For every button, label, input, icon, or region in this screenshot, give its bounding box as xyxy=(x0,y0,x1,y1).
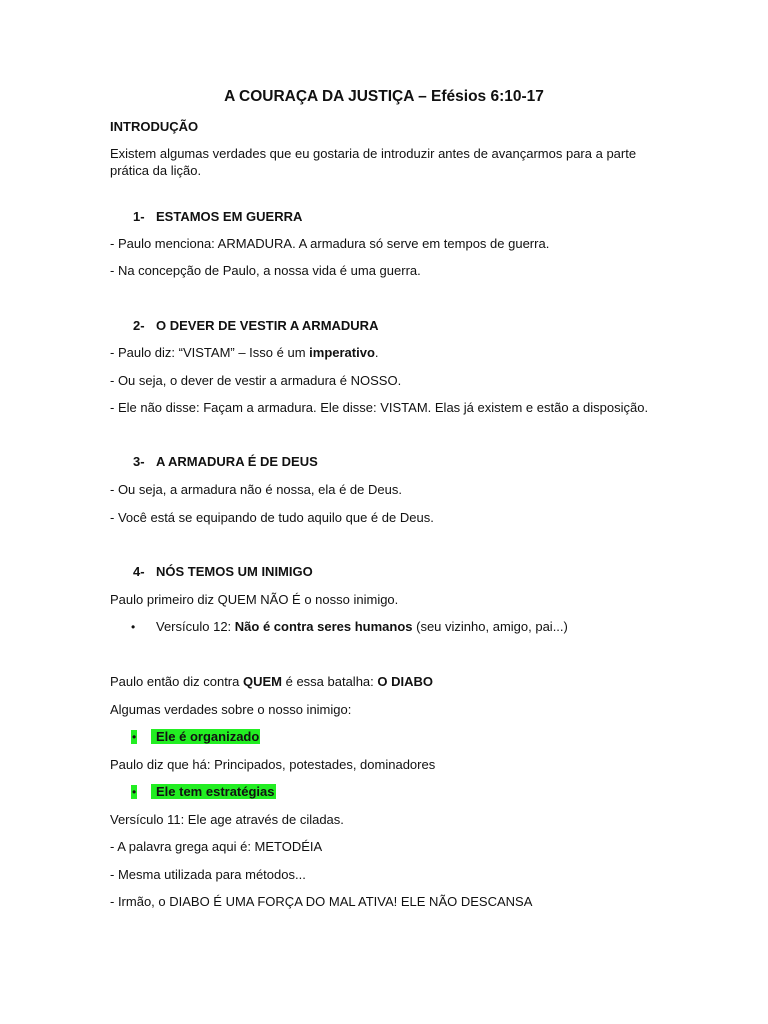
section-3-number: 3- xyxy=(133,454,145,469)
then-pre: Paulo então diz contra xyxy=(110,674,243,689)
bullet-icon: • xyxy=(131,620,136,634)
truth-2-line-3: - Mesma utilizada para métodos... xyxy=(110,867,306,882)
bullet-versiculo-12-pre: Versículo 12: xyxy=(156,619,235,634)
section-2-number: 2- xyxy=(133,318,145,333)
bullet-highlight: • xyxy=(132,730,137,744)
intro-text-line-2: prática da lição. xyxy=(110,163,202,178)
section-3-line-2: - Você está se equipando de tudo aquilo que é de Deus. xyxy=(110,510,434,525)
bullet-versiculo-12 xyxy=(156,619,568,635)
section-3-heading: A ARMADURA É DE DEUS xyxy=(156,454,318,469)
bullet-icon xyxy=(131,729,137,745)
truth-2-heading xyxy=(151,784,276,800)
truth-2-line-4: - Irmão, o DIABO É UMA FORÇA DO MAL ATIVA! ELE NÃO DESCANSA xyxy=(110,894,533,909)
section-2-heading: O DEVER DE VESTIR A ARMADURA xyxy=(156,318,379,333)
imperativo-bold: imperativo xyxy=(309,345,375,360)
intro-heading: INTRODUÇÃO xyxy=(110,119,199,134)
bullet-highlight: • xyxy=(132,785,137,799)
page-title: A COURAÇA DA JUSTIÇA – Efésios 6:10-17 xyxy=(224,88,544,105)
section-3-line-1: - Ou seja, a armadura não é nossa, ela é de Deus. xyxy=(110,482,402,497)
section-4-then-line xyxy=(110,674,433,690)
section-4-number: 4- xyxy=(133,564,145,579)
section-2-line-2: - Ou seja, o dever de vestir a armadura é NOSSO. xyxy=(110,373,402,388)
section-4-heading: NÓS TEMOS UM INIMIGO xyxy=(156,564,313,579)
truth-2-line-2: - A palavra grega aqui é: METODÉIA xyxy=(110,839,323,854)
truth-1-heading xyxy=(151,729,260,745)
section-2-line-1-post: . xyxy=(374,345,379,360)
bullet-icon xyxy=(131,784,137,800)
truth-1-text: Paulo diz que há: Principados, potestades, dominadores xyxy=(110,757,436,772)
then-bold-diabo: O DIABO xyxy=(377,674,434,689)
then-mid: é essa batalha: xyxy=(281,674,378,689)
section-1-line-2: - Na concepção de Paulo, a nossa vida é uma guerra. xyxy=(110,263,421,278)
truth-1-highlight: Ele é organizado xyxy=(151,729,260,744)
section-2-line-3: - Ele não disse: Façam a armadura. Ele disse: VISTAM. Elas já existem e estão a disposição. xyxy=(110,400,649,415)
section-4-line-1: Paulo primeiro diz QUEM NÃO É o nosso inimigo. xyxy=(110,592,399,607)
then-bold-quem: QUEM xyxy=(242,674,282,689)
section-2-line-1 xyxy=(110,345,379,361)
section-1-number: 1- xyxy=(133,209,145,224)
intro-text-line-1: Existem algumas verdades que eu gostaria de introduzir antes de avançarmos para a parte xyxy=(110,146,637,161)
section-1-line-1: - Paulo menciona: ARMADURA. A armadura só serve em tempos de guerra. xyxy=(110,236,550,251)
truth-2-line-1: Versículo 11: Ele age através de ciladas. xyxy=(110,812,344,827)
truth-2-highlight: Ele tem estratégias xyxy=(151,784,276,799)
bullet-versiculo-12-post: (seu vizinho, amigo, pai...) xyxy=(412,619,568,634)
section-2-line-1-pre: - Paulo diz: “VISTAM” – Isso é um xyxy=(110,345,310,360)
bullet-versiculo-12-bold: Não é contra seres humanos xyxy=(234,619,413,634)
truths-intro: Algumas verdades sobre o nosso inimigo: xyxy=(110,702,352,717)
section-1-heading: ESTAMOS EM GUERRA xyxy=(156,209,303,224)
